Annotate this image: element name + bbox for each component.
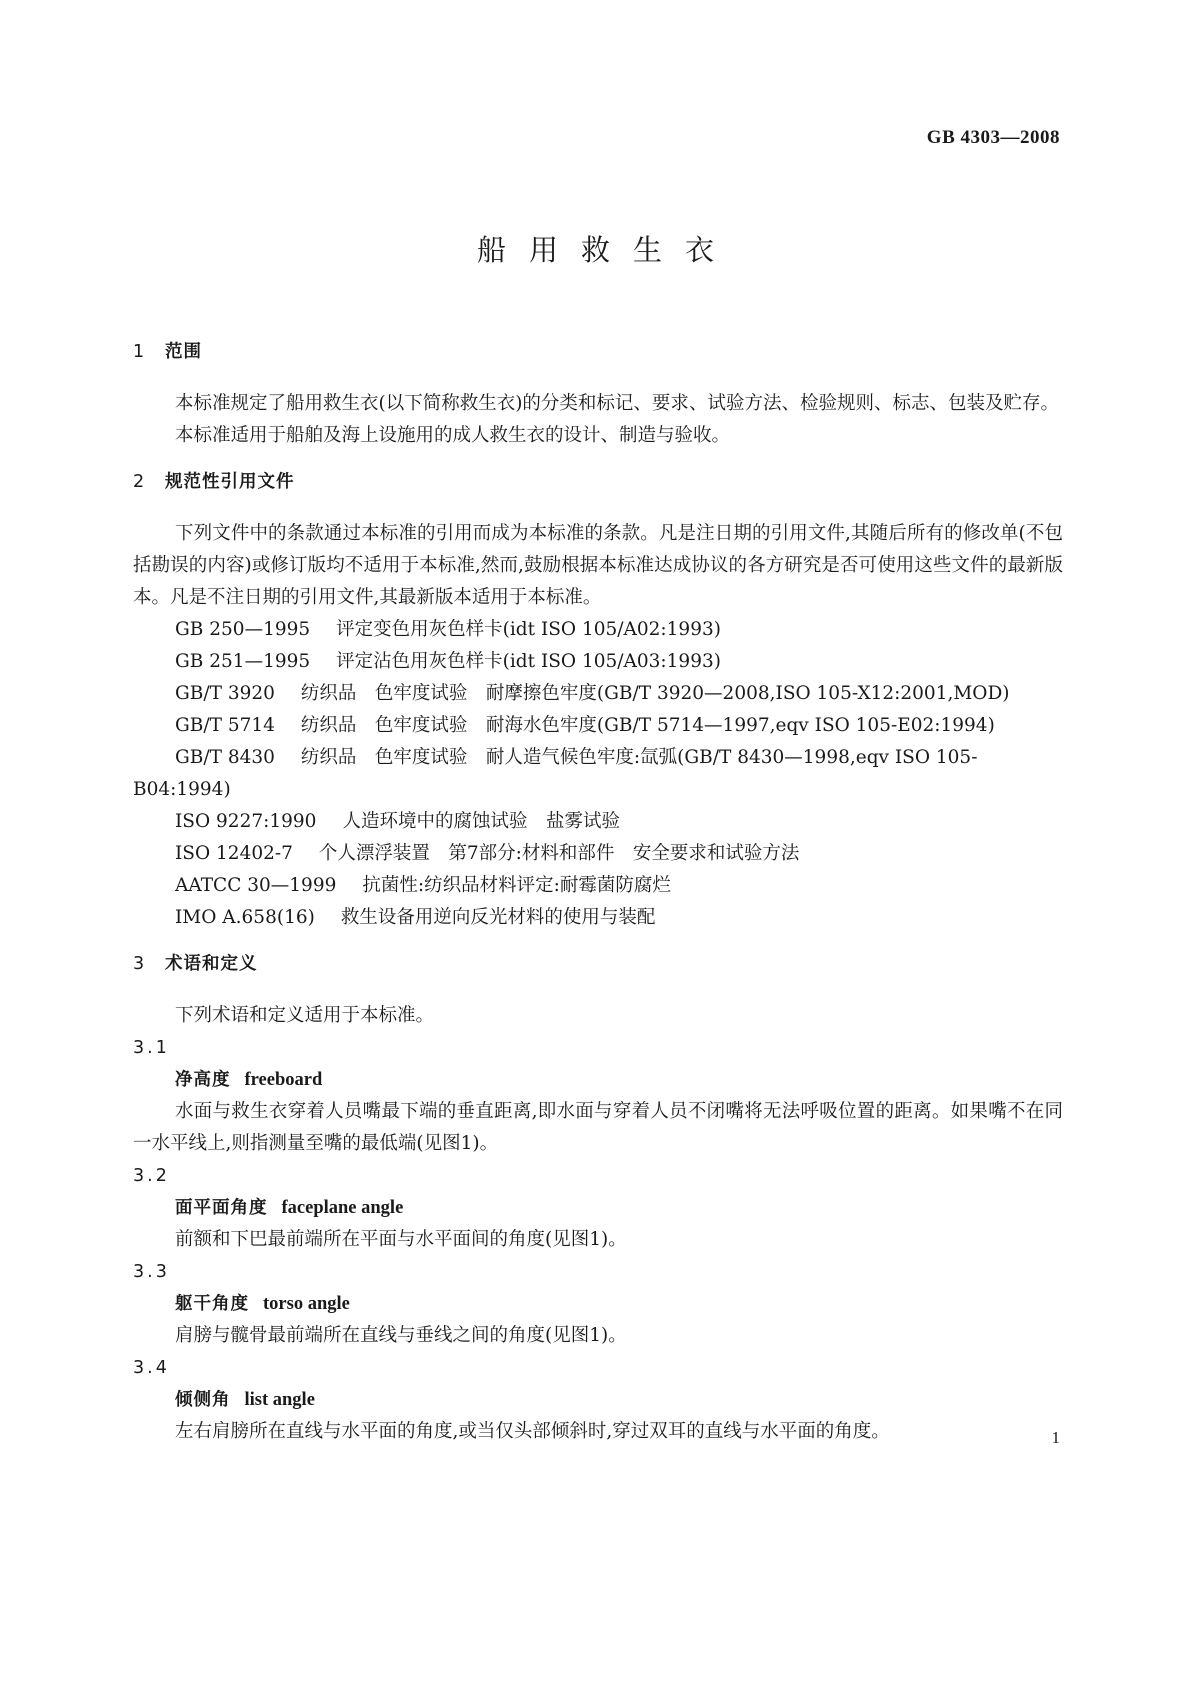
term-number: 3.4	[133, 1358, 170, 1378]
section-title: 规范性引用文件	[165, 472, 295, 492]
term-definition: 左右肩膀所在直线与水平面的角度,或当仅头部倾斜时,穿过双耳的直线与水平面的角度。	[175, 1421, 890, 1442]
term-en: torso angle	[263, 1294, 350, 1314]
term-definition: 前额和下巴最前端所在平面与水平面间的角度(见图1)。	[175, 1229, 627, 1250]
reference-title: 个人漂浮装置 第7部分:材料和部件 安全要求和试验方法	[318, 843, 800, 864]
term-definition: 肩膀与髋骨最前端所在直线与垂线之间的角度(见图1)。	[175, 1325, 627, 1346]
section-heading	[133, 336, 1063, 368]
reference-code: IMO A.658(16)	[175, 907, 315, 928]
document-title: 船用救生衣	[476, 233, 737, 267]
section-heading	[133, 466, 1063, 498]
reference-code: AATCC 30—1999	[175, 875, 337, 896]
term-en: list angle	[244, 1390, 315, 1410]
reference-item	[133, 614, 1063, 646]
term-zh: 倾侧角	[175, 1390, 231, 1410]
section-number: 2	[133, 472, 146, 492]
standard-number: GB 4303—2008	[926, 127, 1060, 148]
term-number: 3.3	[133, 1262, 170, 1282]
section-title: 范围	[165, 342, 202, 362]
reference-item	[133, 646, 1063, 678]
term-heading	[133, 1064, 1063, 1096]
reference-title: 纺织品 色牢度试验 耐人造气候色牢度:氙弧(GB/T 8430—1998,eqv ISO 105-B04:1994)	[133, 747, 978, 800]
reference-item	[133, 806, 1063, 838]
paragraph: 下列术语和定义适用于本标准。	[175, 1005, 435, 1026]
reference-item	[133, 870, 1063, 902]
paragraph: 下列文件中的条款通过本标准的引用而成为本标准的条款。凡是注日期的引用文件,其随后所有的修改单(不包括勘误的内容)或修订版均不适用于本标准,然而,鼓励根据本标准达成协议的各方研究是否可使用这些文件的最新版本。凡是不注日期的引用文件,其最新版本适用于本标准。	[133, 523, 1063, 608]
section-title: 术语和定义	[165, 954, 258, 974]
term-zh: 净高度	[175, 1070, 231, 1090]
reference-code: GB 251—1995	[175, 651, 311, 672]
reference-title: 抗菌性:纺织品材料评定:耐霉菌防腐烂	[362, 875, 671, 896]
term-heading	[133, 1384, 1063, 1416]
reference-item	[133, 710, 1063, 742]
reference-item	[133, 678, 1063, 710]
section-number: 1	[133, 342, 146, 362]
paragraph: 本标准规定了船用救生衣(以下简称救生衣)的分类和标记、要求、试验方法、检验规则、标志、包装及贮存。	[175, 393, 1059, 414]
term-heading	[133, 1192, 1063, 1224]
term-en: freeboard	[244, 1070, 323, 1090]
term-zh: 躯干角度	[175, 1294, 249, 1314]
term-en: faceplane angle	[281, 1198, 404, 1218]
section-number: 3	[133, 954, 146, 974]
reference-item	[133, 902, 1063, 934]
reference-code: GB/T 3920	[175, 683, 275, 704]
reference-title: 评定沾色用灰色样卡(idt ISO 105/A03:1993)	[336, 651, 721, 672]
term-zh: 面平面角度	[175, 1198, 268, 1218]
reference-title: 人造环境中的腐蚀试验 盐雾试验	[342, 811, 620, 832]
reference-title: 评定变色用灰色样卡(idt ISO 105/A02:1993)	[336, 619, 721, 640]
reference-item	[133, 838, 1063, 870]
page-number: 1	[1051, 1428, 1060, 1447]
term-number: 3.2	[133, 1166, 170, 1186]
term-definition: 水面与救生衣穿着人员嘴最下端的垂直距离,即水面与穿着人员不闭嘴将无法呼吸位置的距离。如果嘴不在同一水平线上,则指测量至嘴的最低端(见图1)。	[133, 1101, 1063, 1154]
reference-code: GB/T 8430	[175, 747, 275, 768]
reference-item	[133, 742, 1063, 806]
reference-title: 救生设备用逆向反光材料的使用与装配	[340, 907, 656, 928]
paragraph: 本标准适用于船舶及海上设施用的成人救生衣的设计、制造与验收。	[175, 425, 731, 446]
reference-code: ISO 9227:1990	[175, 811, 317, 832]
reference-code: GB 250—1995	[175, 619, 311, 640]
reference-code: GB/T 5714	[175, 715, 275, 736]
reference-title: 纺织品 色牢度试验 耐摩擦色牢度(GB/T 3920—2008,ISO 105-X12:2001,MOD)	[300, 683, 1010, 704]
reference-code: ISO 12402-7	[175, 843, 293, 864]
section-heading	[133, 948, 1063, 980]
reference-title: 纺织品 色牢度试验 耐海水色牢度(GB/T 5714—1997,eqv ISO 105-E02:1994)	[300, 715, 995, 736]
term-number: 3.1	[133, 1038, 170, 1058]
document-body	[133, 336, 1063, 1448]
term-heading	[133, 1288, 1063, 1320]
